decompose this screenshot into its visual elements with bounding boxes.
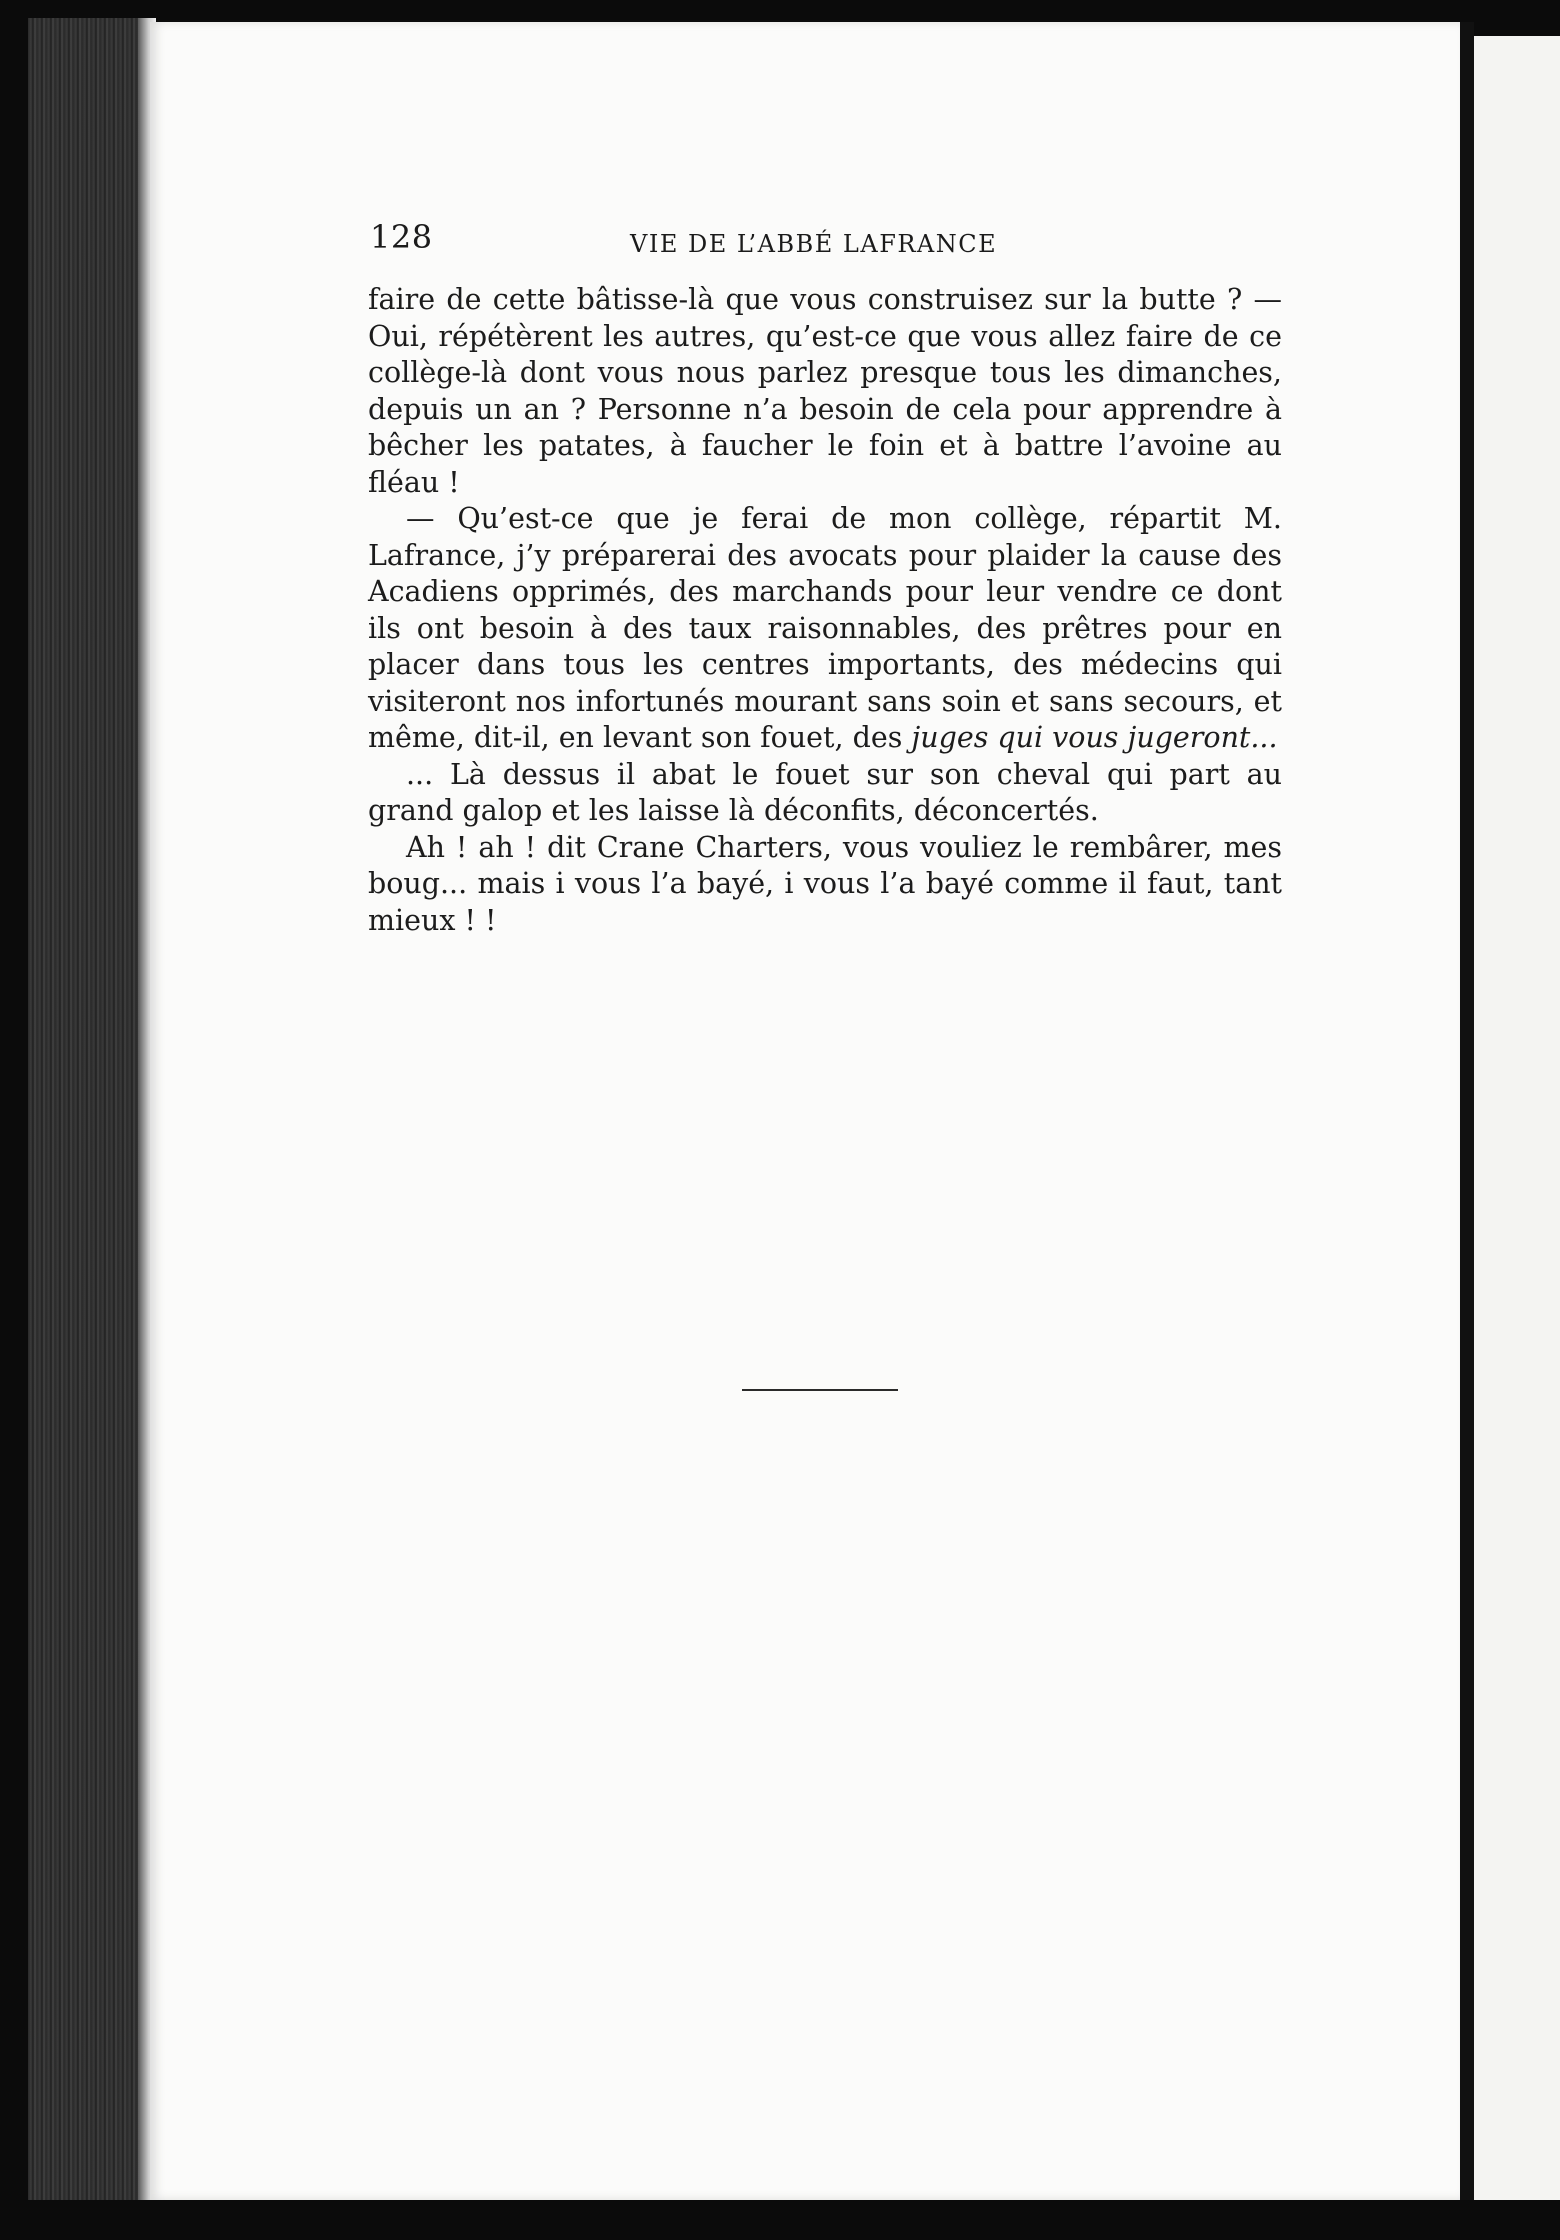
paragraph-4: Ah ! ah ! dit Crane Charters, vous vouliez le rembârer, mes boug... mais i vous l’a bayé, i vous l’a bayé comme il faut, tant mieux ! !: [368, 830, 1282, 937]
paragraph-2-text: — Qu’est-ce que je ferai de mon collège, répartit M. Lafrance, j’y préparerai des avocats pour plaider la cause des Acadiens opprimés, des marchands pour leur vendre ce dont ils ont besoin à des taux raisonnables, des prêtres pour en placer dans tous les centres importants, des médecins qui visiteront nos infortunés mourant sans soin et sans secours, et même, dit-il, en levant son fouet, des: [368, 502, 1282, 754]
page-header: [370, 218, 1282, 268]
running-title: VIE DE L’ABBÉ LAFRANCE: [630, 230, 998, 258]
paragraph-2-italic: juges qui vous jugeront...: [911, 721, 1278, 754]
paragraph-1: faire de cette bâtisse-là que vous construisez sur la butte ? — Oui, répétèrent les autres, qu’est-ce que vous allez faire de ce collège-là dont vous nous parlez presque tous les dimanches, depuis un an ? Personne n’a besoin de cela pour apprendre à bêcher les patates, à faucher le foin et à battre l’avoine au fléau !: [368, 283, 1282, 499]
book-gutter: [1460, 22, 1474, 2200]
page-number: 128: [370, 218, 433, 256]
facing-page-edge: [1474, 36, 1560, 2200]
section-end-rule: [742, 1389, 898, 1391]
page-edges: [28, 18, 156, 2200]
paragraph-3: ... Là dessus il abat le fouet sur son cheval qui part au grand galop et les laisse là déconfits, déconcertés.: [368, 757, 1282, 827]
body-text: [368, 282, 1282, 939]
paragraph-2: [368, 501, 1282, 757]
